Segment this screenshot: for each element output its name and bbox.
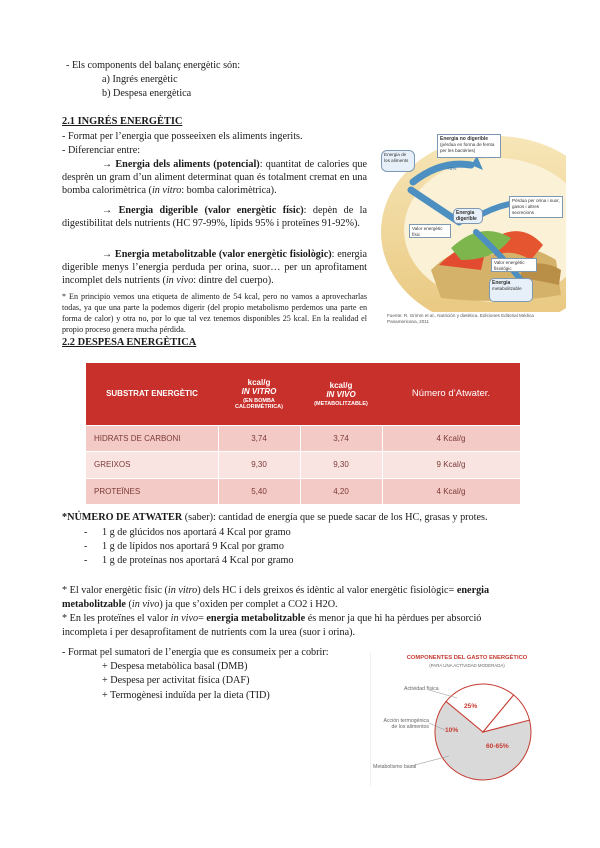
cell-atwater: 4 Kcal/g	[382, 478, 520, 504]
cell-atwater: 4 Kcal/g	[382, 425, 520, 452]
box-digestible-energy	[453, 208, 483, 224]
box-non-digestible	[437, 134, 501, 158]
italic: in vitro	[167, 585, 198, 596]
header-unit: kcal/g	[329, 380, 353, 390]
cell-in-vitro: 3,74	[218, 425, 300, 452]
table-row	[86, 478, 520, 504]
cell-substrate: GREIXOS	[86, 452, 218, 479]
box-title: Energia no digerible	[440, 136, 489, 142]
box-text: los aliments	[384, 158, 409, 163]
cell-atwater: 9 Kcal/g	[382, 452, 520, 479]
bold: metabolitzable	[62, 599, 126, 610]
box-text: Energia	[456, 210, 475, 216]
text: (saber): cantidad de energía que se puede sacar de los HC, grasas y protes.	[182, 512, 488, 523]
pct-basal: 60-65%	[486, 743, 509, 750]
text: ) dels HC i dels greixos és idèntic al valor energètic fisiològic=	[197, 585, 457, 596]
percent-label: +5%	[447, 166, 457, 171]
energy-flow-figure	[371, 120, 566, 330]
arrow: →	[102, 205, 119, 216]
text: Acción termogénica	[383, 718, 429, 724]
term-energia-digerible: Energia digerible (valor energètic físic)	[118, 205, 304, 216]
header-atwater: Número d’Atwater.	[382, 363, 520, 425]
energy-expenditure-chart	[370, 652, 563, 786]
header-unit: kcal/g	[247, 377, 271, 387]
box-title: Energia	[492, 280, 511, 286]
cell-in-vitro: 9,30	[218, 452, 300, 479]
text: * En les proteïnes el valor	[62, 613, 171, 624]
text: =	[198, 613, 207, 624]
sumatori-line: - Format pel sumatori de l’energia que es consumeix per a cobrir:	[62, 647, 329, 658]
atwater-definition	[62, 511, 488, 524]
intro-item-b: b) Despesa energètica	[102, 88, 192, 99]
valor-line-3	[62, 612, 481, 625]
list-item: + Despesa per activitat física (DAF)	[102, 675, 250, 686]
box-text: metabolitzable	[492, 286, 522, 291]
italic-in-vivo: in vivo	[165, 275, 194, 286]
list-bullet: -	[84, 541, 88, 552]
label-activity: Actividad física	[404, 686, 439, 692]
pct-thermogenic: 10%	[445, 727, 459, 734]
box-food-energy	[381, 150, 415, 172]
term-atwater: *NÚMERO DE ATWATER	[62, 512, 183, 523]
section-title-ingres: 2.1 INGRÉS ENERGÈTIC	[62, 116, 183, 127]
pct-activity: 25%	[464, 703, 478, 710]
box-text: digerible	[456, 216, 477, 222]
box-metabolizable-energy	[489, 278, 533, 302]
list-bullet: -	[84, 527, 88, 538]
chart-title: COMPONENTES DEL GASTO ENERGÉTICO	[406, 655, 528, 661]
paragraph-energia-aliments	[62, 158, 367, 197]
intro-line: - Els components del balanç energètic són:	[66, 60, 241, 71]
text: : quantitat de calories que desprèn un gram d’un aliment determinat quan és totalment cremat en una bomba calorimètrica (	[62, 159, 367, 196]
text: : dintre del cuerpo).	[193, 275, 274, 286]
valor-line-4: incompleta i per desaprofitament de nutrients com la urea (suor i orina).	[62, 627, 356, 638]
text: (	[125, 599, 132, 610]
arrow: →	[102, 159, 116, 170]
bold: energia	[456, 585, 490, 596]
paragraph-energia-digerible	[62, 204, 367, 230]
list-item: 1 g de glúcidos nos aportará 4 Kcal por gramo	[102, 527, 291, 538]
term-energia-aliments: Energia dels aliments (potencial)	[115, 159, 260, 170]
box-text: Energia de	[384, 152, 407, 157]
text: : depèn de la digestibilitat dels nutrients (HC 97-99%, lípids 95% i proteïnes 91-92%).	[62, 205, 368, 229]
valor-line-2	[62, 598, 338, 611]
arrow: →	[102, 249, 115, 260]
paragraph-energia-metabolitzable	[62, 248, 367, 287]
cell-in-vivo: 3,74	[300, 425, 382, 452]
header-sub: (EN BOMBA CALORIMÈTRICA)	[235, 397, 283, 410]
valor-line-1	[62, 584, 489, 597]
figure-caption: Fuente: R. Grimm et al., Nutrición y dietética. Ediciones Editorial Médica Panamericana, 2011	[387, 313, 534, 324]
list-item: 1 g de proteínas nos aportará 4 Kcal por gramo	[102, 555, 294, 566]
cell-substrate: HIDRATS DE CARBONI	[86, 425, 218, 452]
box-physical-value: Valor energètic físic	[409, 224, 451, 238]
chart-subtitle: (PARA UNA ACTIVIDAD MODERADA)	[429, 663, 505, 668]
list-item: 1 g de lípidos nos aportará 9 Kcal por gramo	[102, 541, 284, 552]
header-substrat: SUBSTRAT ENERGÈTIC	[86, 363, 218, 425]
italic: in vivo	[170, 613, 199, 624]
leader-line	[411, 756, 449, 766]
header-sub: (METABOLITZABLE)	[314, 400, 368, 407]
ingres-line-2: - Diferenciar entre:	[62, 145, 141, 156]
section-title-despesa: 2.2 DESPESA ENERGÈTICA	[62, 337, 197, 348]
box-physiological-value: Valor energètic fisiològic	[491, 258, 537, 272]
ingres-line-1: - Format per l’energia que posseeixen els aliments ingerits.	[62, 131, 303, 142]
cell-substrate: PROTEÏNES	[86, 478, 218, 504]
table-row	[86, 425, 520, 452]
text: és menor ja que hi ha pèrdues per absorció	[305, 613, 482, 624]
text: : energia digerible menys l’energia perduda per orina, suor… per un aprofitament incomplet dels nutrients (	[62, 249, 367, 286]
text: * El valor energètic físic (	[62, 585, 168, 596]
italic: in vivo	[131, 599, 160, 610]
header-in-vivo	[300, 363, 382, 425]
ingres-note: * En principio vemos una etiqueta de alimento de 54 kcal, pero no vamos a aprovecharlas todas, ya que una parte la podemos digerir (del propio metabolismo perdemos una parte en forma de calor) y otra no, por lo que tal vez tenemos disponibles 25 kcal. En la realidad el propio proceso genera mucha pérdida.	[62, 292, 367, 334]
cell-in-vitro: 5,40	[218, 478, 300, 504]
cell-in-vivo: 4,20	[300, 478, 382, 504]
header-italic: IN VITRO	[241, 386, 277, 396]
label-thermogenic	[377, 718, 429, 730]
energy-substrate-table	[86, 363, 521, 504]
header-italic: IN VIVO	[326, 389, 356, 399]
list-item: + Termogènesi induïda per la dieta (TID)	[102, 690, 270, 701]
label-basal: Metabolismo basal	[373, 764, 417, 770]
table-row	[86, 452, 520, 479]
italic-in-vitro: in vitro	[151, 185, 182, 196]
box-losses: Pèrdua per orina i suor, gasos i altres secrecions	[509, 196, 563, 218]
intro-item-a: a) Ingrés energètic	[102, 74, 178, 85]
list-item: + Despesa metabòlica basal (DMB)	[102, 661, 248, 672]
term-energia-metabolitzable: Energia metabolitzable (valor energètic fisiològic)	[114, 249, 332, 260]
bold: energia metabolitzable	[206, 613, 306, 624]
cell-in-vivo: 9,30	[300, 452, 382, 479]
text: de los alimentos	[391, 724, 429, 730]
list-bullet: -	[84, 555, 88, 566]
header-in-vitro	[218, 363, 300, 425]
box-text: (pèrdua en forma de femta per les bactèries)	[440, 142, 495, 153]
text: : bomba calorimètrica).	[181, 185, 277, 196]
text: ) ja que s’oxiden per complet a CO2 i H2O.	[159, 599, 338, 610]
table-header-row	[86, 363, 520, 425]
